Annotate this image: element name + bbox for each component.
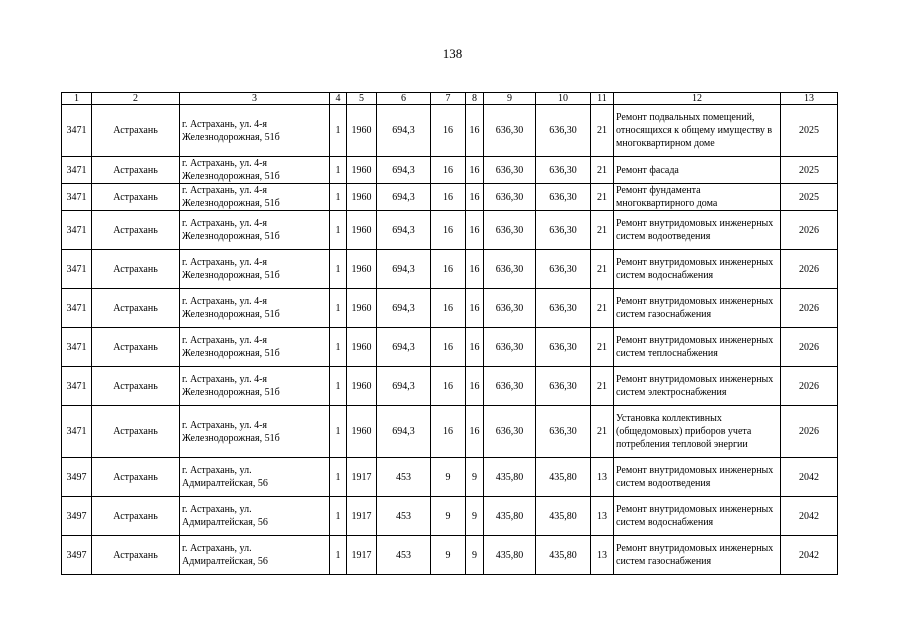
column-number-cell: 6: [377, 93, 431, 105]
table-cell: 2042: [781, 458, 838, 497]
column-number-cell: 12: [614, 93, 781, 105]
table-cell: 636,30: [536, 105, 591, 157]
table-cell: Ремонт фасада: [614, 157, 781, 184]
table-cell: 636,30: [536, 328, 591, 367]
table-row: [62, 157, 838, 184]
table-cell: 16: [431, 406, 466, 458]
table-cell: 9: [466, 458, 484, 497]
table-row: [62, 406, 838, 458]
table-cell: 21: [591, 367, 614, 406]
table-cell: Ремонт внутридомовых инженерных систем водоотведения: [614, 458, 781, 497]
table-cell: 636,30: [484, 211, 536, 250]
table-cell: Ремонт внутридомовых инженерных систем водоотведения: [614, 211, 781, 250]
table-cell: 1960: [347, 367, 377, 406]
table-cell: 9: [431, 497, 466, 536]
column-number-cell: 1: [62, 93, 92, 105]
table-cell: г. Астрахань, ул. Адмиралтейская, 56: [180, 497, 330, 536]
table-cell: Ремонт внутридомовых инженерных систем теплоснабжения: [614, 328, 781, 367]
header-row: [62, 93, 838, 105]
table-cell: Астрахань: [92, 157, 180, 184]
table-cell: 694,3: [377, 328, 431, 367]
table-cell: 636,30: [484, 105, 536, 157]
table-cell: 3471: [62, 105, 92, 157]
table-cell: 1960: [347, 211, 377, 250]
table-cell: 1: [330, 157, 347, 184]
table-cell: 16: [466, 105, 484, 157]
table-cell: г. Астрахань, ул. 4-я Железнодорожная, 51б: [180, 105, 330, 157]
table-cell: Астрахань: [92, 289, 180, 328]
table-cell: 1960: [347, 157, 377, 184]
table-cell: 21: [591, 328, 614, 367]
table-cell: 1917: [347, 497, 377, 536]
table-cell: г. Астрахань, ул. 4-я Железнодорожная, 51б: [180, 328, 330, 367]
table-cell: г. Астрахань, ул. 4-я Железнодорожная, 51б: [180, 367, 330, 406]
table-cell: 453: [377, 536, 431, 575]
table-cell: 636,30: [536, 250, 591, 289]
table-cell: 435,80: [484, 536, 536, 575]
table-cell: 3497: [62, 497, 92, 536]
table-cell: 2026: [781, 406, 838, 458]
table-cell: 16: [466, 328, 484, 367]
table-cell: 2026: [781, 211, 838, 250]
table-cell: Ремонт фундамента многоквартирного дома: [614, 184, 781, 211]
column-number-cell: 11: [591, 93, 614, 105]
housing-repair-table: [61, 92, 838, 575]
table-cell: 2026: [781, 367, 838, 406]
table-cell: 21: [591, 184, 614, 211]
table-cell: 9: [466, 497, 484, 536]
table-cell: 13: [591, 458, 614, 497]
table-cell: 636,30: [536, 211, 591, 250]
table-cell: 16: [431, 157, 466, 184]
table-cell: 694,3: [377, 367, 431, 406]
table-cell: 16: [466, 184, 484, 211]
table-cell: г. Астрахань, ул. Адмиралтейская, 56: [180, 536, 330, 575]
table-cell: 1960: [347, 184, 377, 211]
table-cell: 13: [591, 536, 614, 575]
table-cell: г. Астрахань, ул. 4-я Железнодорожная, 51б: [180, 211, 330, 250]
table-cell: 16: [466, 367, 484, 406]
table-cell: 16: [466, 157, 484, 184]
table-cell: 3471: [62, 289, 92, 328]
table-cell: 16: [431, 250, 466, 289]
table-cell: 435,80: [484, 458, 536, 497]
table-cell: 16: [466, 211, 484, 250]
table-cell: Ремонт подвальных помещений, относящихся к общему имуществу в многоквартирном доме: [614, 105, 781, 157]
table-row: [62, 367, 838, 406]
table-cell: 1960: [347, 406, 377, 458]
table-cell: 16: [431, 367, 466, 406]
table-cell: 3471: [62, 367, 92, 406]
table-cell: 16: [431, 289, 466, 328]
table-cell: Ремонт внутридомовых инженерных систем газоснабжения: [614, 536, 781, 575]
table-cell: 636,30: [484, 250, 536, 289]
table-cell: 16: [466, 250, 484, 289]
table-cell: 1960: [347, 328, 377, 367]
table-cell: 435,80: [536, 536, 591, 575]
table-cell: 1: [330, 211, 347, 250]
table-cell: 1960: [347, 105, 377, 157]
table-cell: 435,80: [484, 497, 536, 536]
table-cell: 694,3: [377, 105, 431, 157]
table-row: [62, 105, 838, 157]
table-cell: 1960: [347, 250, 377, 289]
table-cell: 21: [591, 289, 614, 328]
column-number-cell: 13: [781, 93, 838, 105]
table-cell: 1960: [347, 289, 377, 328]
table-cell: 2026: [781, 328, 838, 367]
table-row: [62, 497, 838, 536]
table-cell: г. Астрахань, ул. 4-я Железнодорожная, 51б: [180, 406, 330, 458]
table-cell: 1917: [347, 536, 377, 575]
table-row: [62, 184, 838, 211]
table-cell: 636,30: [484, 328, 536, 367]
table-row: [62, 211, 838, 250]
table-cell: 9: [431, 536, 466, 575]
table-cell: Астрахань: [92, 406, 180, 458]
table-cell: Астрахань: [92, 211, 180, 250]
table-cell: 16: [466, 289, 484, 328]
table-cell: 3471: [62, 157, 92, 184]
table-cell: 1: [330, 328, 347, 367]
table-cell: 2025: [781, 184, 838, 211]
table-cell: г. Астрахань, ул. 4-я Железнодорожная, 51б: [180, 157, 330, 184]
table-cell: 694,3: [377, 289, 431, 328]
table-cell: 435,80: [536, 497, 591, 536]
column-number-cell: 8: [466, 93, 484, 105]
table-row: [62, 458, 838, 497]
table-cell: 636,30: [536, 367, 591, 406]
table-cell: 636,30: [484, 367, 536, 406]
table-cell: 636,30: [536, 157, 591, 184]
page-number: 138: [442, 46, 463, 61]
table-cell: 636,30: [484, 184, 536, 211]
table-cell: 3471: [62, 250, 92, 289]
table-row: [62, 289, 838, 328]
table-cell: Ремонт внутридомовых инженерных систем электроснабжения: [614, 367, 781, 406]
table-cell: 3471: [62, 328, 92, 367]
table-cell: 1: [330, 250, 347, 289]
table-cell: 636,30: [484, 406, 536, 458]
table-cell: 3497: [62, 536, 92, 575]
table-cell: 1917: [347, 458, 377, 497]
column-number-cell: 4: [330, 93, 347, 105]
column-number-cell: 10: [536, 93, 591, 105]
table-cell: 3471: [62, 211, 92, 250]
column-number-cell: 2: [92, 93, 180, 105]
table-cell: Астрахань: [92, 497, 180, 536]
table-cell: 3471: [62, 406, 92, 458]
column-number-cell: 7: [431, 93, 466, 105]
table-cell: 16: [431, 105, 466, 157]
table-cell: г. Астрахань, ул. 4-я Железнодорожная, 51б: [180, 250, 330, 289]
table-cell: Ремонт внутридомовых инженерных систем газоснабжения: [614, 289, 781, 328]
table-cell: Астрахань: [92, 536, 180, 575]
table-cell: Астрахань: [92, 250, 180, 289]
table-cell: 694,3: [377, 184, 431, 211]
table-cell: Астрахань: [92, 458, 180, 497]
table-cell: 636,30: [484, 157, 536, 184]
table-cell: 2025: [781, 157, 838, 184]
table-cell: Ремонт внутридомовых инженерных систем водоснабжения: [614, 497, 781, 536]
table-cell: 636,30: [536, 184, 591, 211]
table-cell: 21: [591, 250, 614, 289]
table-cell: Астрахань: [92, 184, 180, 211]
table-cell: 2042: [781, 497, 838, 536]
table-cell: 1: [330, 497, 347, 536]
table-row: [62, 250, 838, 289]
table-cell: 694,3: [377, 250, 431, 289]
table-cell: г. Астрахань, ул. 4-я Железнодорожная, 51б: [180, 289, 330, 328]
table-cell: г. Астрахань, ул. Адмиралтейская, 56: [180, 458, 330, 497]
table-cell: 21: [591, 211, 614, 250]
table-cell: 1: [330, 289, 347, 328]
table-cell: 16: [431, 211, 466, 250]
table-cell: 16: [431, 328, 466, 367]
table-cell: 1: [330, 536, 347, 575]
table-cell: 2026: [781, 250, 838, 289]
table-cell: 694,3: [377, 406, 431, 458]
table-cell: 1: [330, 184, 347, 211]
table-cell: 9: [466, 536, 484, 575]
table-cell: 21: [591, 157, 614, 184]
table-cell: 16: [466, 406, 484, 458]
table-cell: 2025: [781, 105, 838, 157]
table-cell: Установка коллективных (общедомовых) приборов учета потребления тепловой энергии: [614, 406, 781, 458]
table-cell: 13: [591, 497, 614, 536]
table-cell: 2042: [781, 536, 838, 575]
table-cell: Астрахань: [92, 105, 180, 157]
table-cell: 3471: [62, 184, 92, 211]
table-cell: Астрахань: [92, 328, 180, 367]
table-cell: 694,3: [377, 157, 431, 184]
table-cell: Астрахань: [92, 367, 180, 406]
table-cell: 636,30: [536, 289, 591, 328]
table-cell: 636,30: [536, 406, 591, 458]
table-cell: г. Астрахань, ул. 4-я Железнодорожная, 51б: [180, 184, 330, 211]
table-cell: 435,80: [536, 458, 591, 497]
table-cell: 1: [330, 105, 347, 157]
table-cell: 21: [591, 105, 614, 157]
table-cell: 1: [330, 367, 347, 406]
table-cell: 21: [591, 406, 614, 458]
table-cell: 2026: [781, 289, 838, 328]
table-cell: 1: [330, 406, 347, 458]
table-row: [62, 536, 838, 575]
table-cell: 453: [377, 458, 431, 497]
table-cell: 16: [431, 184, 466, 211]
table-cell: 694,3: [377, 211, 431, 250]
table-cell: Ремонт внутридомовых инженерных систем водоснабжения: [614, 250, 781, 289]
column-number-cell: 9: [484, 93, 536, 105]
table-cell: 1: [330, 458, 347, 497]
table-cell: 636,30: [484, 289, 536, 328]
table-row: [62, 328, 838, 367]
table-cell: 9: [431, 458, 466, 497]
column-number-cell: 3: [180, 93, 330, 105]
column-number-cell: 5: [347, 93, 377, 105]
table-cell: 3497: [62, 458, 92, 497]
table-cell: 453: [377, 497, 431, 536]
